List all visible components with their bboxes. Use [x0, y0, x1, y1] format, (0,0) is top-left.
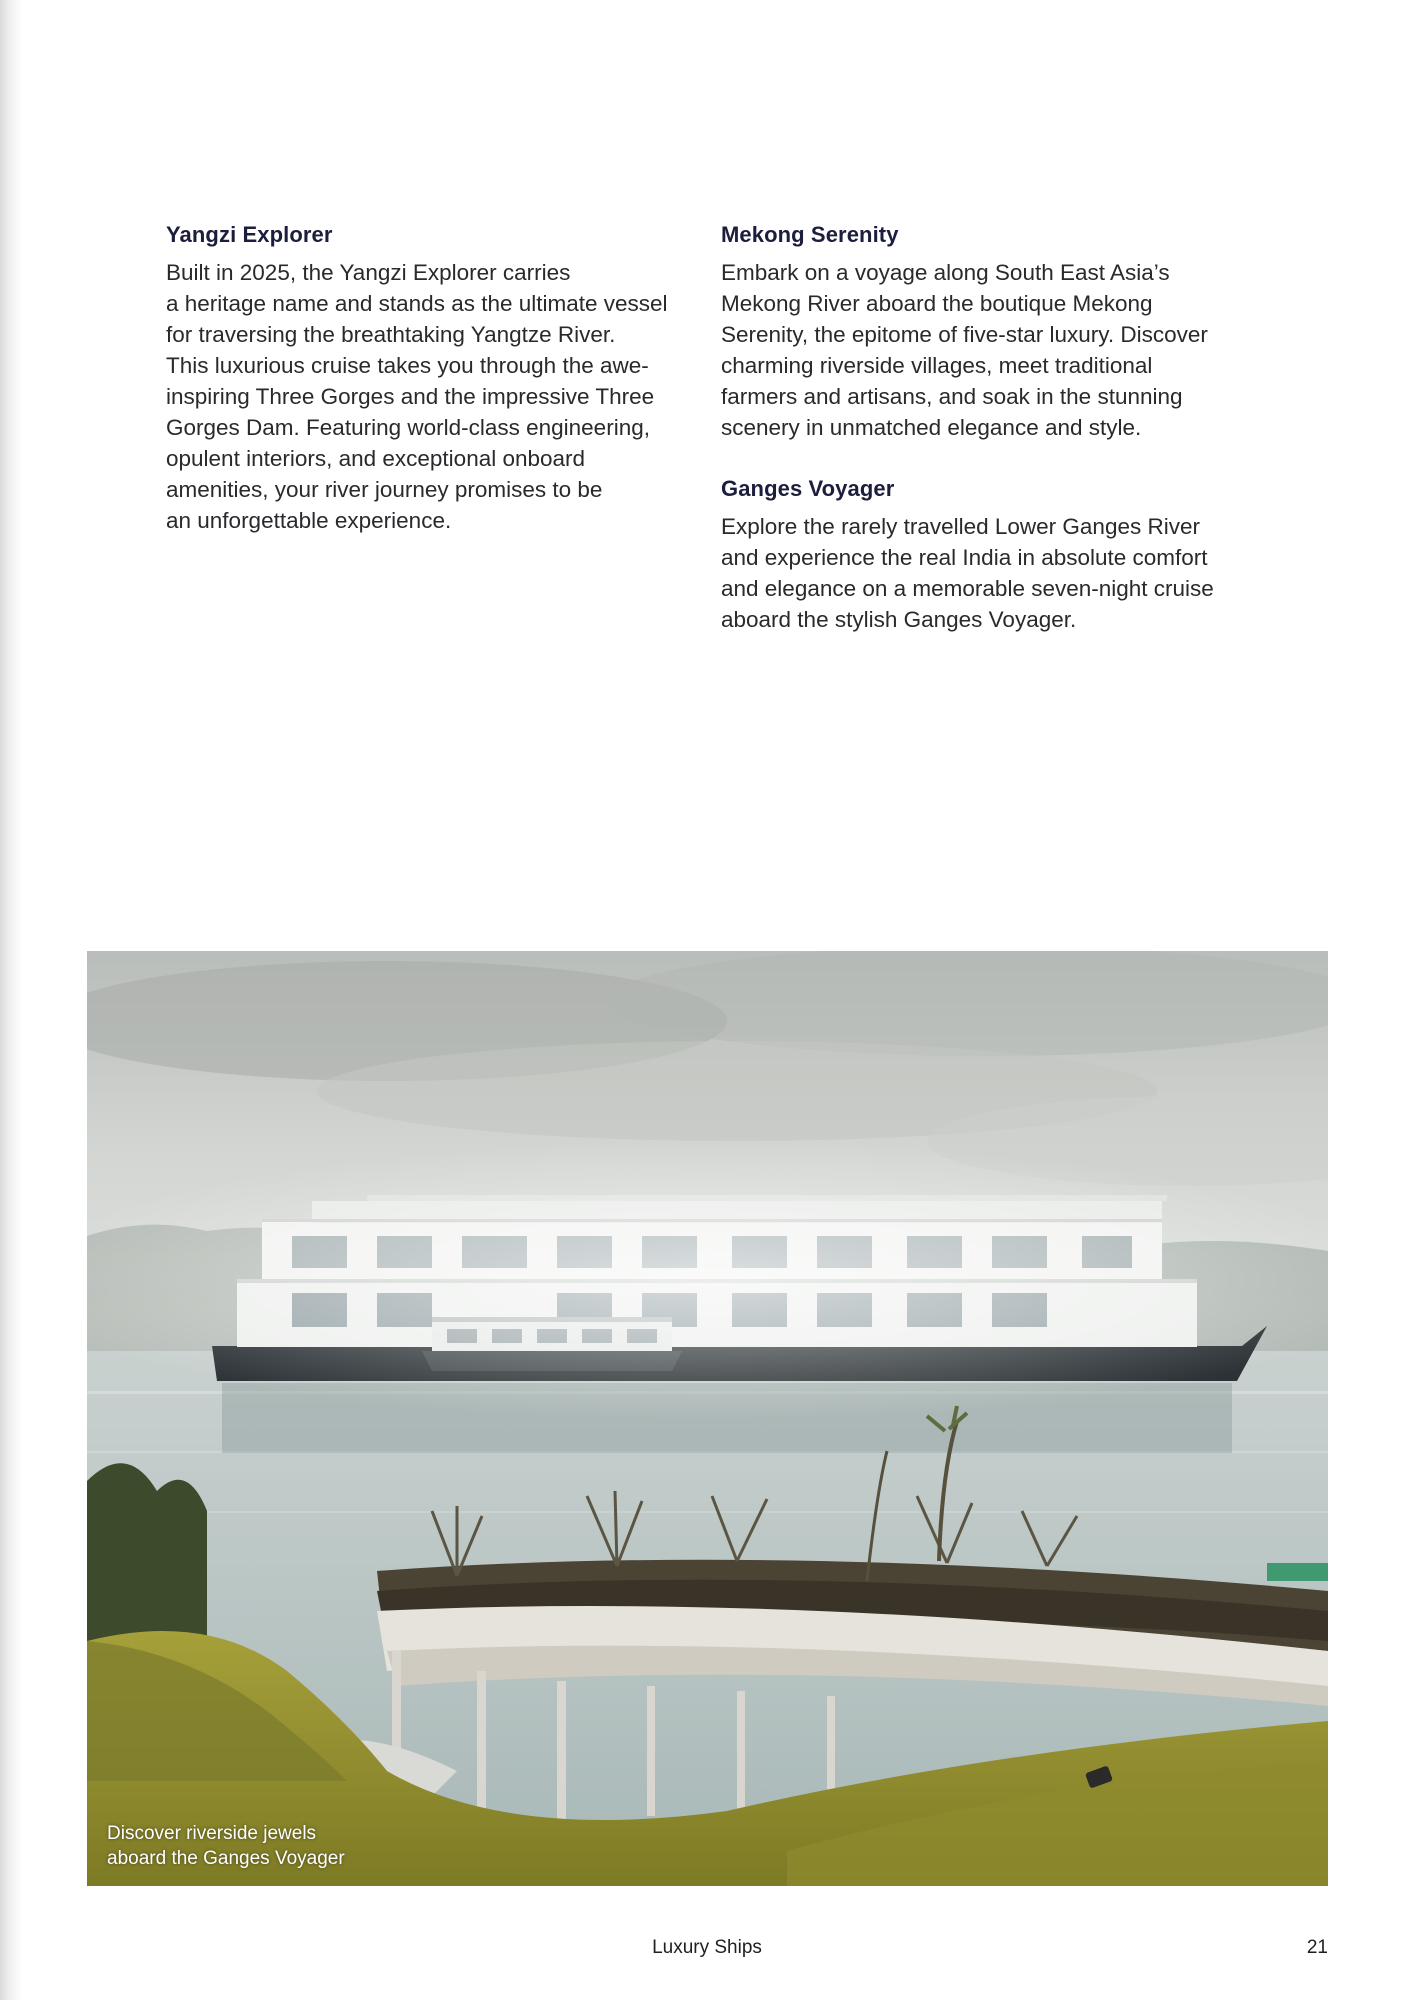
page-edge-shadow — [0, 0, 22, 2000]
article-body: Built in 2025, the Yangzi Explorer carries a heritage name and stands as the ultimate vessel for traversing the breathtaking Yangtze River. This luxurious cruise takes you through the awe- inspiring Three Gorges and the impressive Three Gorges Dam. Featuring world-class engineering, opulent interiors, and exceptional onboard amenities, your river journey promises to be an unforgettable experience. — [166, 260, 668, 533]
article-yangzi-explorer — [166, 222, 696, 536]
article-body: Explore the rarely travelled Lower Ganges River and experience the real India in absolute comfort and elegance on a memorable seven-night cruise aboard the stylish Ganges Voyager. — [721, 514, 1214, 632]
article-heading: Ganges Voyager — [721, 476, 895, 501]
ganges-voyager-photo — [87, 951, 1328, 1886]
article-heading: Yangzi Explorer — [166, 222, 333, 247]
photo-caption: Discover riverside jewels aboard the Ganges Voyager — [107, 1823, 345, 1869]
article-heading: Mekong Serenity — [721, 222, 899, 247]
article-ganges-voyager — [721, 476, 1251, 635]
footer-page-number: 21 — [1306, 1937, 1328, 1958]
article-body: Embark on a voyage along South East Asia’s Mekong River aboard the boutique Mekong Serenity, the epitome of five-star luxury. Discover charming riverside villages, meet traditional farmers and artisans, and soak in the stunning scenery in unmatched elegance and style. — [721, 260, 1208, 440]
footer-section-label: Luxury Ships — [652, 1937, 762, 1958]
article-mekong-serenity — [721, 222, 1251, 443]
river-cruise-illustration — [87, 951, 1328, 1886]
article-column-right — [721, 222, 1251, 635]
